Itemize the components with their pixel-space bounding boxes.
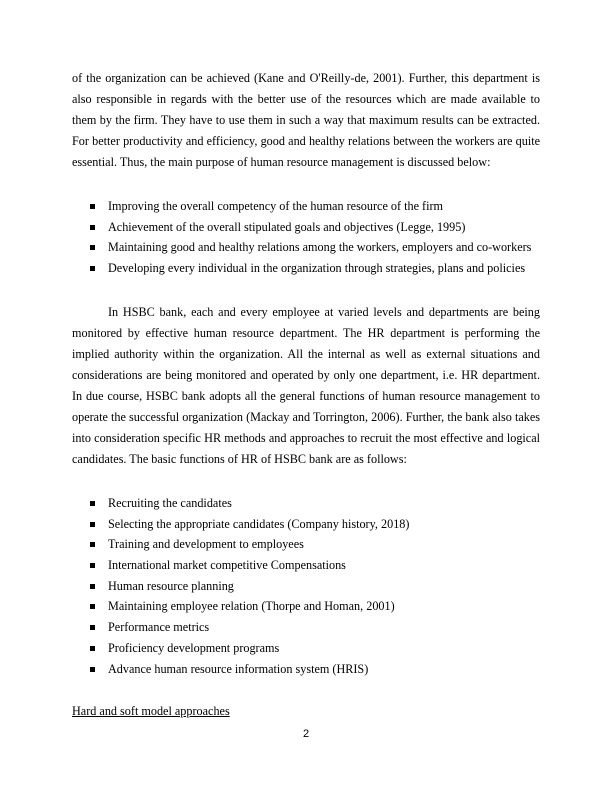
list-item: Maintaining good and healthy relations among the workers, employers and co-workers <box>90 237 550 258</box>
list-item: Recruiting the candidates <box>90 493 550 514</box>
intro-paragraph: of the organization can be achieved (Kane and O'Reilly-de, 2001). Further, this department is also responsible in regards with the better use of the resources which are made available to them by the firm. They have to use them in such a way that maximum results can be extracted. For better productivity and efficiency, good and healthy relations between the workers are quite essential. Thus, the main purpose of human resource management is discussed below: <box>72 71 540 169</box>
page-number: 2 <box>302 728 310 740</box>
list-item: Maintaining employee relation (Thorpe and Homan, 2001) <box>90 596 550 617</box>
square-bullet-icon <box>90 225 95 230</box>
square-bullet-icon <box>90 266 95 271</box>
list-item: Performance metrics <box>90 617 550 638</box>
square-bullet-icon <box>90 204 95 209</box>
list-item: Human resource planning <box>90 576 550 597</box>
square-bullet-icon <box>90 667 95 672</box>
square-bullet-icon <box>90 646 95 651</box>
list-item: Achievement of the overall stipulated goals and objectives (Legge, 1995) <box>90 217 550 238</box>
square-bullet-icon <box>90 584 95 589</box>
square-bullet-icon <box>90 604 95 609</box>
hsbc-paragraph: In HSBC bank, each and every employee at varied levels and departments are being monitored by effective human resource department. The HR department is performing the implied authority within the organization. All the internal as well as external situations and considerations are being monitored and operated by only one department, i.e. HR department. In due course, HSBC bank adopts all the general functions of human resource management to operate the successful organization (Mackay and Torrington, 2006). Further, the bank also takes into consideration specific HR methods and approaches to recruit the most effective and logical candidates. The basic functions of HR of HSBC bank are as follows: <box>72 305 540 466</box>
list-item: Improving the overall competency of the human resource of the firm <box>90 196 550 217</box>
list-item: Training and development to employees <box>90 534 550 555</box>
square-bullet-icon <box>90 501 95 506</box>
section-heading: Hard and soft model approaches <box>72 704 230 718</box>
list-item: Proficiency development programs <box>90 638 550 659</box>
list-item: Developing every individual in the organization through strategies, plans and policies <box>90 258 550 279</box>
square-bullet-icon <box>90 625 95 630</box>
hrm-purposes-list <box>90 196 550 279</box>
square-bullet-icon <box>90 245 95 250</box>
list-item: Selecting the appropriate candidates (Company history, 2018) <box>90 514 550 535</box>
list-item: Advance human resource information system (HRIS) <box>90 659 550 680</box>
list-item: International market competitive Compensations <box>90 555 550 576</box>
square-bullet-icon <box>90 563 95 568</box>
square-bullet-icon <box>90 542 95 547</box>
hr-functions-list <box>90 493 550 679</box>
square-bullet-icon <box>90 522 95 527</box>
